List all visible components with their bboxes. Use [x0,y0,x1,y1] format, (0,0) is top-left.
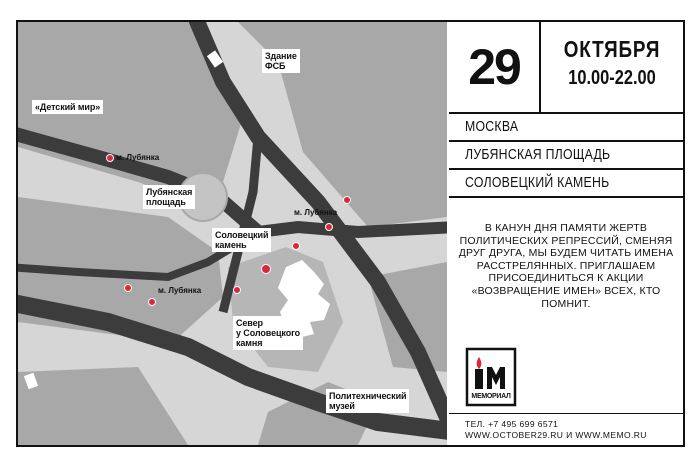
label-metro-lubyanka-1: м. Лубянка [116,153,160,162]
metro-marker [343,196,351,204]
divider [449,413,683,414]
label-metro-lubyanka-3: м. Лубянка [158,286,202,295]
map-area [18,22,447,445]
divider [449,112,683,114]
memorial-logo-text: МЕМОРИАЛ [471,393,511,400]
divider [449,196,683,198]
solovetsky-stone-marker [261,264,271,274]
label-solovetsky-stone: Соловецкий камень [212,228,271,252]
divider [449,168,683,170]
contact-web: WWW.OCTOBER29.RU И WWW.MEMO.RU [465,430,647,440]
metro-marker [233,286,241,294]
metro-marker [106,154,114,162]
memorial-logo [465,347,517,407]
date-divider [539,22,541,112]
event-description: В КАНУН ДНЯ ПАМЯТИ ЖЕРТВ ПОЛИТИЧЕСКИХ РЕПРЕССИЙ, СМЕНЯЯ ДРУГ ДРУГА, МЫ БУДЕМ ЧИТАТЬ ИМЕНА РАССТРЕЛЯННЫХ. ПРИГЛАШАЕМ ПРИСОЕДИНИТЬСЯ К АКЦИИ «ВОЗВРАЩЕНИЕ ИМЕН» ВСЕХ, КТО ПОМНИТ. [458,222,674,310]
label-fsb: Здание ФСБ [262,49,300,73]
metro-marker [325,223,333,231]
event-month: ОКТЯБРЯ [563,36,661,62]
divider [449,140,683,142]
label-sever-stone: Север у Соловецкого камня [233,316,303,350]
metro-marker [292,242,300,250]
location-monument: СОЛОВЕЦКИЙ КАМЕНЬ [465,174,610,191]
event-day: 29 [468,39,520,95]
label-polytechnic-museum: Политехнический музей [326,389,409,413]
label-lubyanka-square: Лубянская площадь [143,185,195,209]
info-panel [449,22,683,445]
contact-phone: ТЕЛ. +7 495 699 6571 [465,419,559,429]
label-detsky-mir: «Детский мир» [32,100,103,114]
street-east [258,227,447,232]
metro-marker [124,284,132,292]
location-square: ЛУБЯНСКАЯ ПЛОЩАДЬ [465,146,611,163]
location-city: МОСКВА [465,118,519,135]
label-metro-lubyanka-2: м. Лубянка [294,208,338,217]
metro-marker [148,298,156,306]
event-hours: 10.00-22.00 [568,67,656,89]
